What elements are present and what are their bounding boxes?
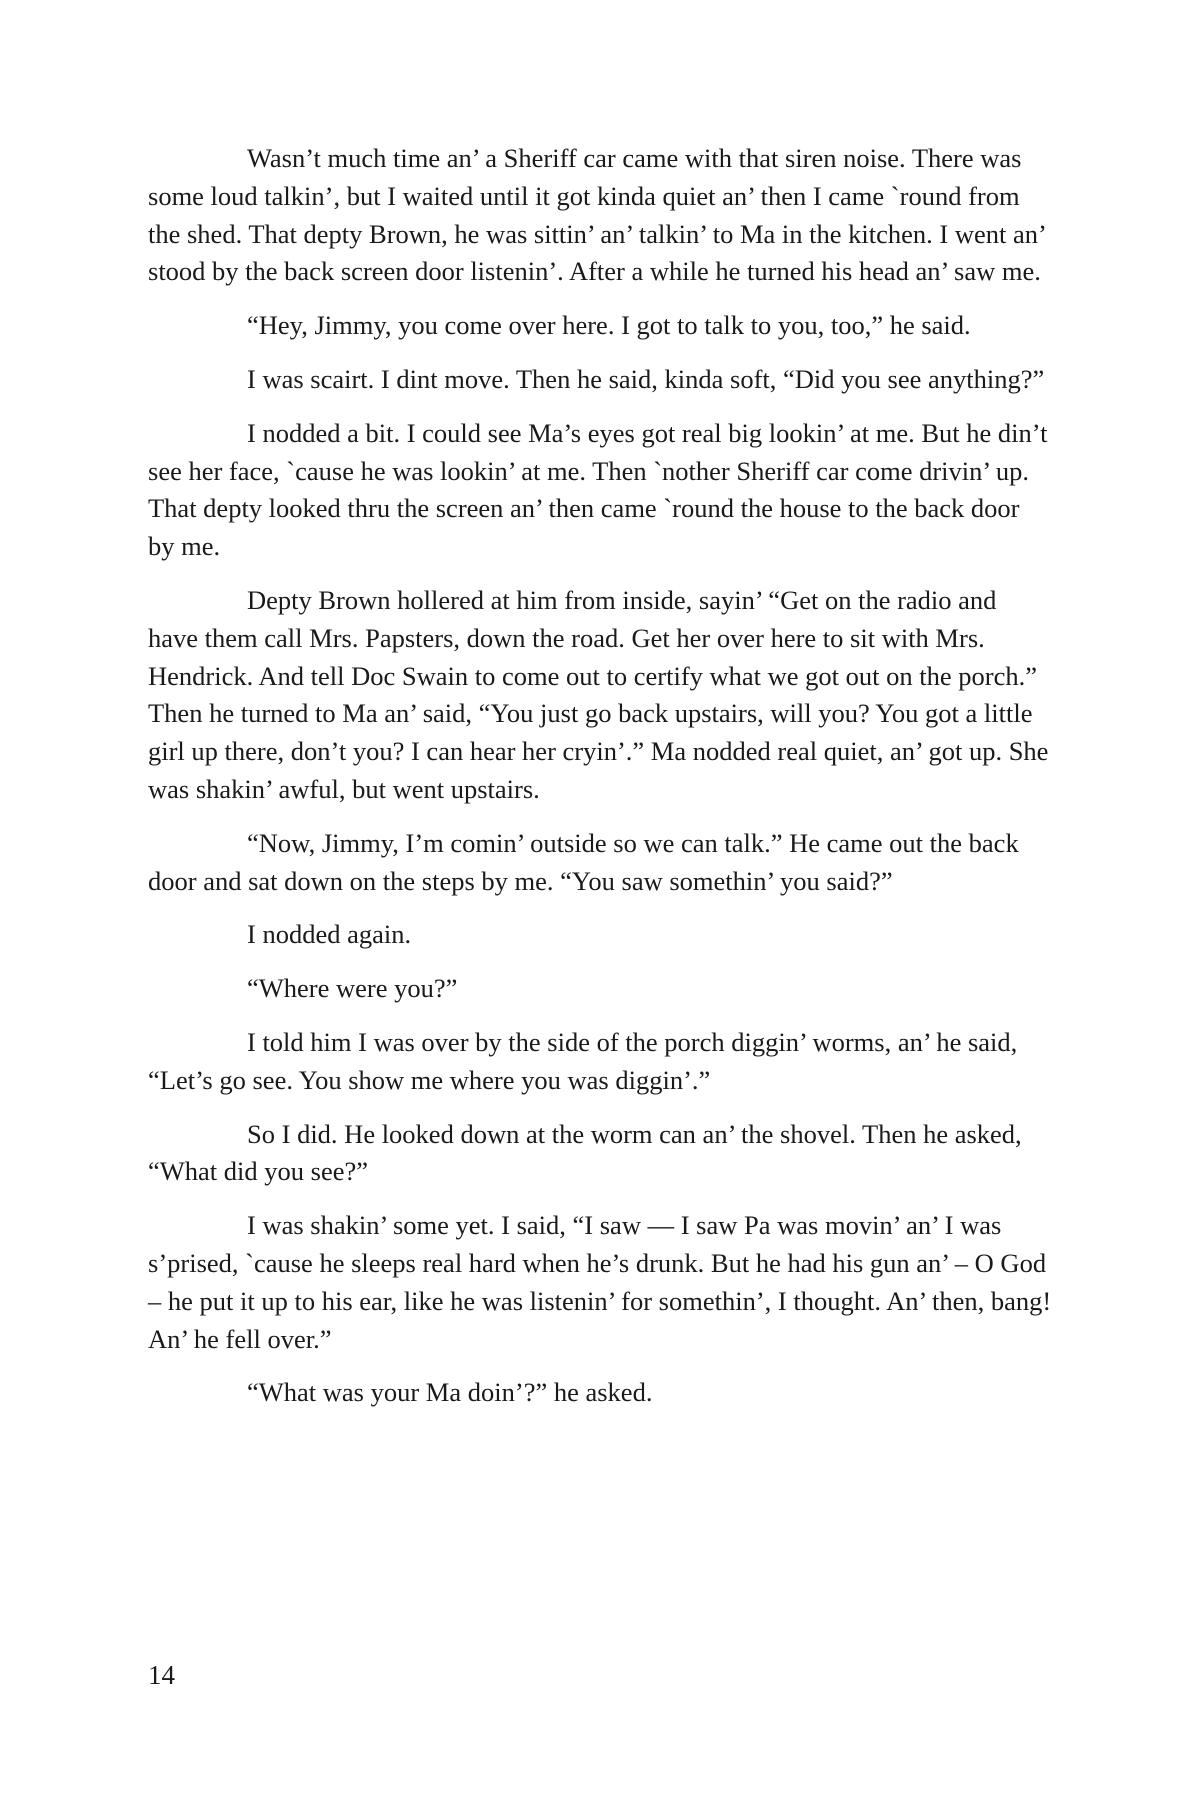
paragraph: “Hey, Jimmy, you come over here. I got to talk to you, too,” he said.	[247, 310, 971, 341]
paragraph: I was scairt. I dint move. Then he said, kinda soft, “Did you see anything?”	[247, 363, 1045, 394]
page-body	[148, 140, 1052, 1428]
paragraph: I told him I was over by the side of the porch diggin’ worms, an’ he said, “Let’s go see. You show me where you was diggin’.”	[148, 1026, 1018, 1095]
page-number: 14	[148, 1660, 175, 1690]
paragraph: I nodded again.	[247, 919, 412, 950]
paragraph: I was shakin’ some yet. I said, “I saw — I saw Pa was movin’ an’ I was s’prised, `cause he sleeps real hard when he’s drunk. But he had his gun an’ – O God – he put it up to his ear, like he was listenin’ for somethin’, I thought. An’ then, bang! An’ he fell over.”	[148, 1210, 1052, 1354]
paragraph: So I did. He looked down at the worm can an’ the shovel. Then he asked, “What did you see?”	[148, 1118, 1022, 1187]
paragraph: “What was your Ma doin’?” he asked.	[247, 1377, 653, 1408]
paragraph: “Where were you?”	[247, 973, 458, 1004]
paragraph: I nodded a bit. I could see Ma’s eyes got real big lookin’ at me. But he din’t see her face, `cause he was lookin’ at me. Then `nother Sheriff car come drivin’ up. That depty looked thru the screen an’ then came `round the house to the back door by me.	[148, 417, 1048, 562]
paragraph: Depty Brown hollered at him from inside, sayin’ “Get on the radio and have them call Mrs. Papsters, down the road. Get her over here to sit with Mrs. Hendrick. And tell Doc Swain to come out to certify what we got out on the porch.” Then he turned to Ma an’ said, “You just go back upstairs, will you? You got a little girl up there, don’t you? I can hear her cryin’.” Ma nodded real quiet, an’ got up. She was shakin’ awful, but went upstairs.	[148, 584, 1049, 804]
paragraph: Wasn’t much time an’ a Sheriff car came with that siren noise. There was some loud talkin’, but I waited until it got kinda quiet an’ then I came `round from the shed. That depty Brown, he was sittin’ an’ talkin’ to Ma in the kitchen. I went an’ stood by the back screen door listenin’. After a while he turned his head an’ saw me.	[148, 143, 1045, 287]
paragraph: “Now, Jimmy, I’m comin’ outside so we can talk.” He came out the back door and sat down on the steps by me. “You saw somethin’ you said?”	[148, 827, 1019, 896]
